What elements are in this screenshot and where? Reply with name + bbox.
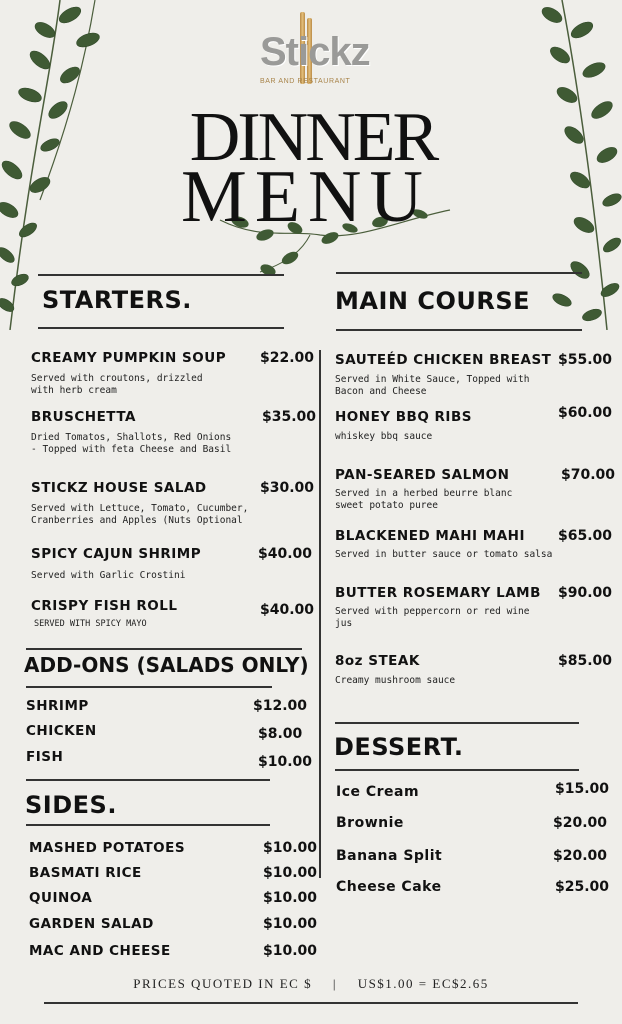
main-course-heading: MAIN COURSE [335,287,530,315]
divider [335,722,579,724]
starters-heading: STARTERS. [42,286,192,314]
menu-title-line1: DINNER [189,99,437,176]
divider [26,648,302,650]
starter-item-name: BRUSCHETTA [31,409,136,425]
addon-item-name: SHRIMP [26,698,89,714]
main-item-desc: Served in White Sauce, Topped with Bacon and Cheese [335,374,530,397]
dessert-item-name: Cheese Cake [336,879,442,895]
left-vine-decoration [0,0,120,330]
main-item-name: BLACKENED MAHI MAHI [335,528,525,544]
starter-item-price: $40.00 [258,546,313,562]
dessert-item-price: $20.00 [553,848,608,864]
main-item-name: SAUTEÉD CHICKEN BREAST [335,352,552,368]
exchange-rate: US$1.00 = EC$2.65 [357,976,489,991]
starter-item-desc: Dried Tomatos, Shallots, Red Onions - Topped with feta Cheese and Basil [31,432,232,455]
brand-tagline: BAR AND RESTAURANT [260,78,351,85]
main-item-price: $65.00 [558,528,613,544]
side-item-price: $10.00 [263,840,318,856]
dessert-item-price: $20.00 [553,815,608,831]
main-item-desc: whiskey bbq sauce [335,431,433,442]
main-item-desc: Served in a herbed beurre blanc sweet potato puree [335,488,513,511]
dessert-item-name: Banana Split [336,848,443,864]
main-item-desc: Creamy mushroom sauce [335,675,456,686]
main-item-price: $55.00 [558,352,613,368]
brand-logo [258,12,378,90]
main-item-price: $60.00 [558,405,613,421]
starter-item-price: $30.00 [260,480,315,496]
main-item-desc: Served with peppercorn or red wine jus [335,606,530,629]
main-item-name: 8oz STEAK [335,653,420,669]
footer-divider [44,1002,578,1004]
divider [26,779,270,781]
right-vine-decoration [522,0,622,330]
side-item-name: MASHED POTATOES [29,840,186,856]
addon-item-name: FISH [26,749,64,765]
starter-item-desc: SERVED WITH SPICY MAYO [34,619,147,629]
addon-item-price: $12.00 [253,698,308,714]
starter-item-name: STICKZ HOUSE SALAD [31,480,207,496]
main-item-name: BUTTER ROSEMARY LAMB [335,585,541,601]
dessert-heading: DESSERT. [334,733,464,761]
starter-item-name: CREAMY PUMPKIN SOUP [31,350,227,366]
starter-item-desc: Served with croutons, drizzled with herb cream [31,373,203,396]
starter-item-desc: Served with Garlic Crostini [31,570,186,581]
divider [26,824,270,826]
starter-item-name: CRISPY FISH ROLL [31,598,178,614]
main-item-name: HONEY BBQ RIBS [335,409,472,425]
addons-heading: ADD-ONS (SALADS ONLY) [24,653,309,677]
starter-item-price: $22.00 [260,350,315,366]
brand-name: Stickz [260,30,370,74]
divider [336,272,582,274]
sides-heading: SIDES. [25,791,117,819]
main-item-price: $90.00 [558,585,613,601]
side-item-name: GARDEN SALAD [29,916,154,932]
starter-item-name: SPICY CAJUN SHRIMP [31,546,202,562]
main-item-desc: Served in butter sauce or tomato salsa [335,549,553,560]
column-divider [319,350,321,878]
dessert-item-name: Ice Cream [336,784,420,800]
price-footer [0,976,622,992]
currency-note: PRICES QUOTED IN EC $ [133,976,313,991]
main-item-price: $85.00 [558,653,613,669]
starter-item-price: $35.00 [262,409,317,425]
starter-item-desc: Served with Lettuce, Tomato, Cucumber, Cranberries and Apples (Nuts Optional [31,503,249,526]
addon-item-price: $10.00 [258,754,313,770]
divider [335,769,579,771]
divider [38,327,284,329]
side-item-name: BASMATI RICE [29,865,142,881]
side-item-name: QUINOA [29,890,93,906]
side-item-price: $10.00 [263,916,318,932]
main-item-name: PAN-SEARED SALMON [335,467,510,483]
addon-item-price: $8.00 [258,726,303,742]
side-item-price: $10.00 [263,865,318,881]
divider [38,274,284,276]
dessert-item-price: $25.00 [555,879,610,895]
divider [336,329,582,331]
dessert-item-price: $15.00 [555,781,610,797]
side-item-name: MAC AND CHEESE [29,943,171,959]
menu-title-line2: MENU [181,156,431,238]
starter-item-price: $40.00 [260,602,315,618]
divider [26,686,272,688]
side-item-price: $10.00 [263,943,318,959]
dessert-item-name: Brownie [336,815,404,831]
side-item-price: $10.00 [263,890,318,906]
footer-separator: | [332,976,337,991]
addon-item-name: CHICKEN [26,723,97,739]
main-item-price: $70.00 [561,467,616,483]
